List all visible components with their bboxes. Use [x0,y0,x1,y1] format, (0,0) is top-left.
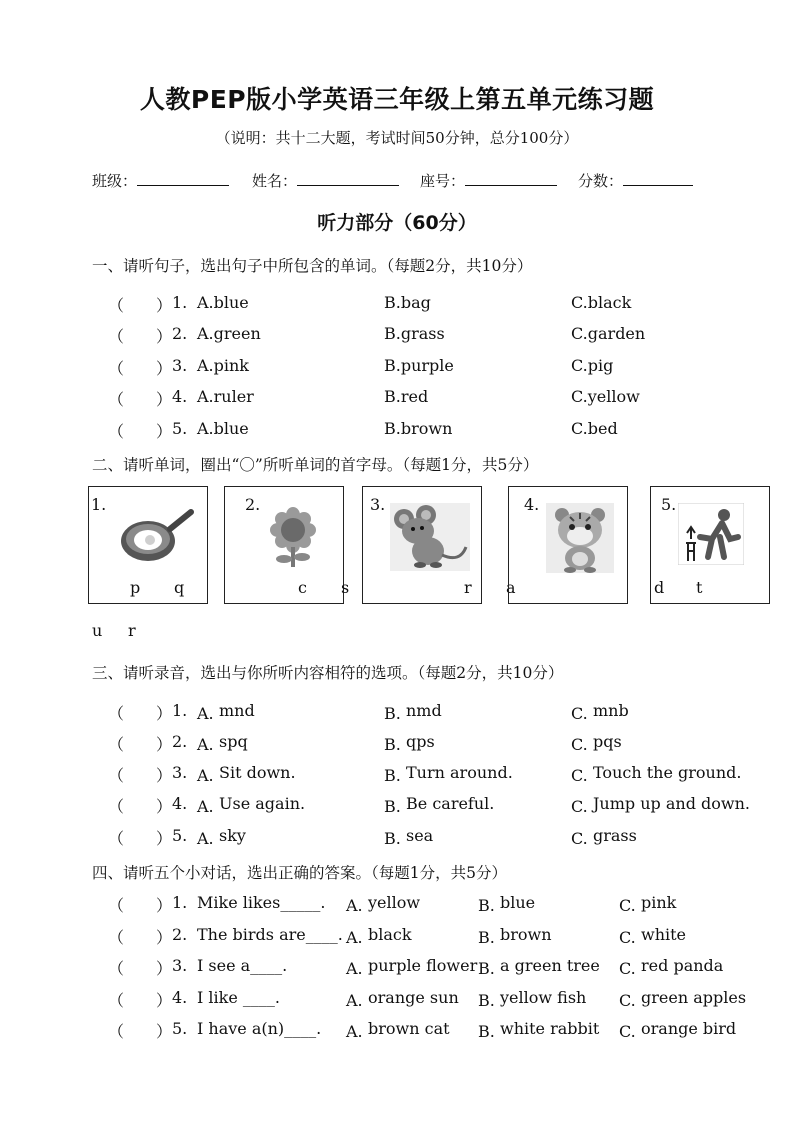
question-stem: I like ____. [197,988,280,1007]
option-a[interactable]: Sit down. [219,763,296,782]
instructions-note: （说明：共十二大题，考试时间50分钟，总分100分） [215,129,579,147]
overflow-letter-1[interactable]: u [92,621,103,640]
answer-paren[interactable]: （ ） [108,422,173,441]
person-stepping-icon [678,503,744,565]
option-a[interactable]: sky [219,826,246,845]
option-a-label: A. [197,829,214,848]
answer-paren[interactable]: （ ） [108,735,173,754]
option-b-label: B. [478,1022,495,1041]
mouse-icon [390,503,470,571]
option-a-label: A. [346,928,363,947]
section-4-heading: 四、请听五个小对话，选出正确的答案。（每题1分，共5分） [92,864,507,882]
score-field [578,170,693,191]
option-c[interactable]: pqs [593,732,622,751]
option-a-label: A. [197,704,214,723]
answer-paren[interactable]: （ ） [108,991,173,1010]
question-number: 1. [172,893,188,912]
option-b-label: B. [384,704,401,723]
question-number: 1. [172,701,188,720]
option-c-label: C. [571,735,588,754]
question-number: 2. [172,925,188,944]
question-number: 3. [172,763,188,782]
answer-paren[interactable]: （ ） [108,359,173,378]
answer-paren[interactable]: （ ） [108,959,173,978]
option-a[interactable]: A.pink [197,356,249,375]
option-b[interactable]: Be careful. [406,794,495,813]
section-3-heading: 三、请听录音，选出与你所听内容相符的选项。（每题2分，共10分） [92,664,564,682]
page-title: 人教PEP版小学英语三年级上第五单元练习题 [139,85,655,114]
option-a[interactable]: mnd [219,701,255,720]
option-c-label: C. [619,1022,636,1041]
class-field [92,170,229,191]
option-a[interactable]: yellow [368,893,421,912]
question-number: 5. [172,419,188,438]
box-5-letter-2[interactable]: t [696,578,703,597]
section-2-heading: 二、请听单词，圈出“〇”所听单词的首字母。（每题1分，共5分） [92,456,539,474]
option-a[interactable]: A.blue [197,293,249,312]
option-c[interactable]: C.bed [571,419,618,438]
name-label: 姓名： [252,172,298,190]
option-c[interactable]: red panda [641,956,724,975]
answer-paren[interactable]: （ ） [108,896,173,915]
option-a[interactable]: A.blue [197,419,249,438]
box-4-number: 4. [524,495,540,514]
option-b[interactable]: a green tree [500,956,600,975]
option-b[interactable]: sea [406,826,434,845]
option-a[interactable]: A.ruler [197,387,254,406]
box-2-letter-2[interactable]: s [341,578,350,597]
box-3-letter-2[interactable]: a [506,578,516,597]
question-number: 4. [172,988,188,1007]
option-b[interactable]: B.bag [384,293,431,312]
option-c-label: C. [619,896,636,915]
option-b[interactable]: B.grass [384,324,445,343]
box-5-number: 5. [661,495,677,514]
option-c[interactable]: C.black [571,293,632,312]
answer-paren[interactable]: （ ） [108,390,173,409]
question-stem: I have a(n)____. [197,1019,322,1038]
question-number: 4. [172,387,188,406]
question-number: 2. [172,324,188,343]
answer-paren[interactable]: （ ） [108,296,173,315]
option-b-label: B. [384,829,401,848]
question-number: 5. [172,1019,188,1038]
answer-paren[interactable]: （ ） [108,704,173,723]
question-stem: Mike likes_____. [197,893,326,912]
question-number: 5. [172,826,188,845]
question-number: 1. [172,293,188,312]
option-b[interactable]: nmd [406,701,442,720]
seat-field [420,170,557,191]
listening-part-title: 听力部分（60分） [317,212,477,234]
option-b-label: B. [384,797,401,816]
option-b[interactable]: Turn around. [406,763,513,782]
option-c[interactable]: Touch the ground. [593,763,742,782]
option-c-label: C. [571,704,588,723]
frying-pan-egg-icon [115,507,195,565]
question-stem: I see a____. [197,956,288,975]
question-number: 3. [172,956,188,975]
option-c[interactable]: green apples [641,988,747,1007]
option-a-label: A. [197,797,214,816]
answer-paren[interactable]: （ ） [108,1022,173,1041]
question-number: 3. [172,356,188,375]
option-c[interactable]: pink [641,893,677,912]
option-b-label: B. [478,991,495,1010]
option-a-label: A. [197,766,214,785]
answer-paren[interactable]: （ ） [108,766,173,785]
question-stem: The birds are____. [197,925,343,944]
answer-paren[interactable]: （ ） [108,797,173,816]
option-c[interactable]: grass [593,826,637,845]
option-a-label: A. [346,1022,363,1041]
option-b[interactable]: brown [500,925,552,944]
option-a-label: A. [197,735,214,754]
option-a[interactable]: orange sun [368,988,459,1007]
option-b[interactable]: white rabbit [500,1019,600,1038]
box-3-letter-1[interactable]: r [464,578,472,597]
box-1-letter-1[interactable]: p [130,578,141,597]
option-a-label: A. [346,959,363,978]
option-c-label: C. [571,766,588,785]
option-c-label: C. [571,829,588,848]
score-blank[interactable] [623,171,693,186]
box-2-number: 2. [245,495,261,514]
option-b-label: B. [478,896,495,915]
option-a[interactable]: Use again. [219,794,306,813]
box-3-number: 3. [370,495,386,514]
section-1-heading: 一、请听句子，选出句子中所包含的单词。（每题2分，共10分） [92,257,533,275]
answer-paren[interactable]: （ ） [108,928,173,947]
option-b-label: B. [478,959,495,978]
option-c[interactable]: C.pig [571,356,614,375]
option-a[interactable]: black [368,925,412,944]
question-number: 2. [172,732,188,751]
option-b-label: B. [478,928,495,947]
name-field [252,170,399,191]
option-a-label: A. [346,991,363,1010]
option-a[interactable]: A.green [197,324,261,343]
option-c-label: C. [619,928,636,947]
sunflower-icon [262,507,324,569]
option-b[interactable]: B.red [384,387,429,406]
box-5-letter-1[interactable]: d [654,578,665,597]
option-b[interactable]: B.purple [384,356,454,375]
box-1-number: 1. [91,495,107,514]
box-2-letter-1[interactable]: c [298,578,307,597]
option-c-label: C. [619,959,636,978]
option-a[interactable]: spq [219,732,248,751]
option-a-label: A. [346,896,363,915]
option-a[interactable]: purple flower [368,956,478,975]
overflow-letter-2[interactable]: r [128,621,136,640]
option-b-label: B. [384,766,401,785]
option-b[interactable]: B.brown [384,419,453,438]
option-c[interactable]: mnb [593,701,629,720]
option-c[interactable]: Jump up and down. [593,794,750,813]
name-blank[interactable] [297,171,399,186]
option-c[interactable]: white [641,925,687,944]
option-c[interactable]: orange bird [641,1019,737,1038]
answer-paren[interactable]: （ ） [108,327,173,346]
answer-paren[interactable]: （ ） [108,829,173,848]
score-label: 分数： [578,172,624,190]
seat-label: 座号： [420,172,466,190]
option-c[interactable]: C.yellow [571,387,640,406]
class-label: 班级： [92,172,138,190]
seat-blank[interactable] [465,171,557,186]
option-c-label: C. [571,797,588,816]
option-b[interactable]: yellow fish [500,988,587,1007]
class-blank[interactable] [137,171,229,186]
option-c[interactable]: C.garden [571,324,646,343]
option-c-label: C. [619,991,636,1010]
tiger-icon [546,503,614,573]
option-b-label: B. [384,735,401,754]
question-number: 4. [172,794,188,813]
option-b[interactable]: qps [406,732,435,751]
option-b[interactable]: blue [500,893,536,912]
option-a[interactable]: brown cat [368,1019,450,1038]
box-1-letter-2[interactable]: q [174,578,185,597]
